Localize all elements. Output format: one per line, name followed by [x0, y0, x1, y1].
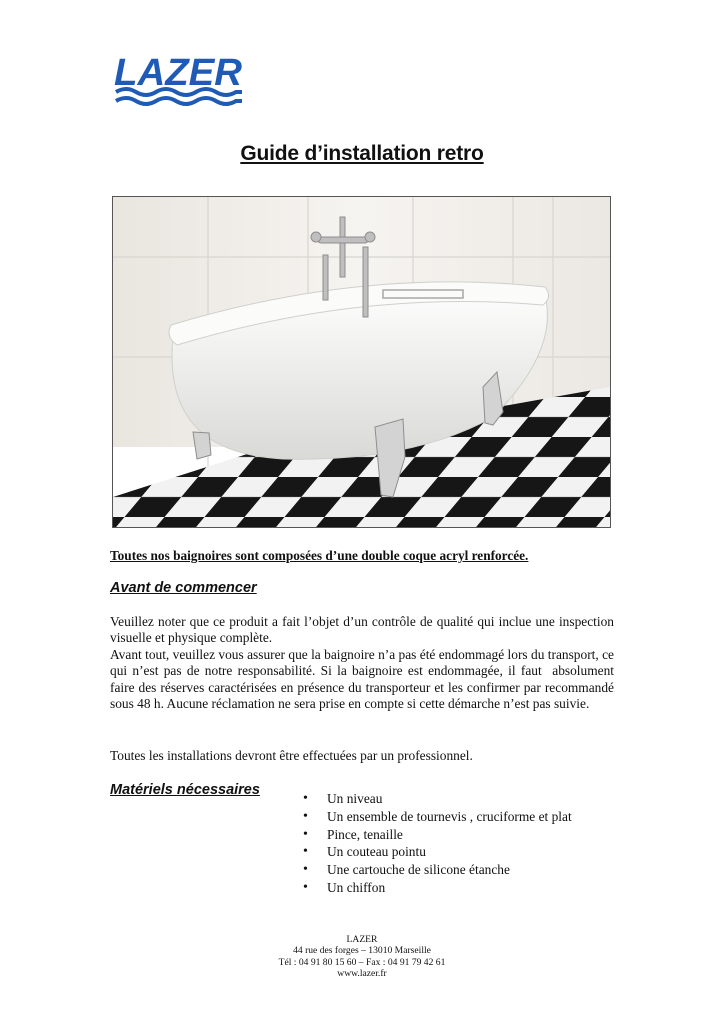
logo-text: LAZER [114, 52, 243, 94]
bathtub-photo [112, 196, 611, 528]
paragraph-quality: Veuillez noter que ce produit a fait l’objet d’un contrôle de qualité qui inclue une inspection visuelle et physique complète. [110, 614, 614, 646]
list-item: • Pince, tenaille [300, 826, 572, 844]
footer-address: 44 rue des forges – 13010 Marseille [293, 945, 431, 957]
section-heading-avant: Avant de commencer [110, 580, 257, 596]
list-item: • Une cartouche de silicone étanche [300, 861, 572, 879]
lazer-logo-mark [112, 46, 246, 110]
list-item: • Un ensemble de tournevis , cruciforme et plat [300, 808, 572, 826]
footer-phone: Tél : 04 91 80 15 60 – Fax : 04 91 79 42 61 [278, 956, 446, 968]
lazer-logo [112, 46, 246, 110]
intro-statement: Toutes nos baignoires sont composées d’une double coque acryl renforcée. [110, 548, 529, 563]
footer-company: LAZER [346, 934, 378, 945]
logo-wave-bottom [116, 98, 242, 104]
page-title: Guide d’installation retro [240, 142, 484, 165]
list-item: • Un couteau pointu [300, 843, 572, 861]
materials-list [300, 790, 572, 897]
paragraph-professional: Toutes les installations devront être effectuées par un professionnel. [110, 748, 473, 763]
list-item: • Un chiffon [300, 879, 572, 897]
list-item: • Un niveau [300, 790, 572, 808]
footer [0, 934, 724, 979]
paragraph-transport: Avant tout, veuillez vous assurer que la baignoire n’a pas été endommagé lors du transport, ce qui n’est pas de notre responsabilité. Si la baignoire est endommagée, il faut absolument faire des réserves caractérisées en présence du transporteur et les confirmer par recommandé sous 48 h. Aucune réclamation ne sera prise en compte si cette démarche n’est pas suivie. [110, 647, 614, 711]
footer-website[interactable]: www.lazer.fr [337, 967, 387, 979]
section-heading-materiels: Matériels nécessaires [110, 782, 260, 798]
